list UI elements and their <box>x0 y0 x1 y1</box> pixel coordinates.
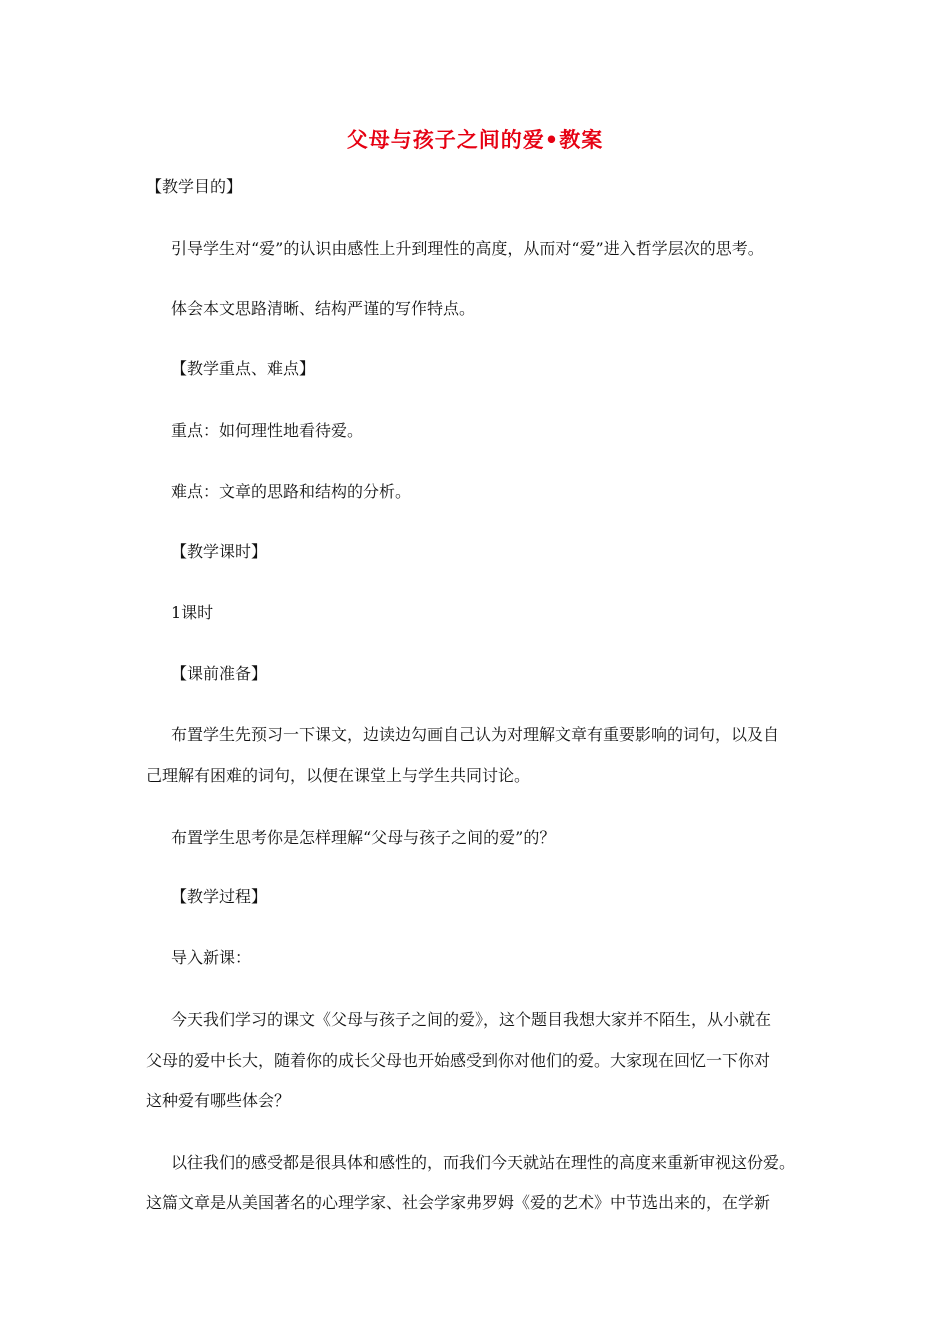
paragraph-line: 导入新课： <box>171 948 252 967</box>
section-heading-preparation: 【课前准备】 <box>171 664 268 683</box>
paragraph-line: 这篇文章是从美国著名的心理学家、社会学家弗罗姆《爱的艺术》中节选出来的，在学新 <box>146 1193 771 1212</box>
paragraph-line: 布置学生先预习一下课文，边读边勾画自己认为对理解文章有重要影响的词句，以及自 <box>171 725 780 744</box>
section-heading-hours: 【教学课时】 <box>171 542 268 561</box>
paragraph-line: 以往我们的感受都是很具体和感性的，而我们今天就站在理性的高度来重新审视这份爱。 <box>171 1153 796 1172</box>
paragraph-line: 体会本文思路清晰、结构严谨的写作特点。 <box>171 299 476 318</box>
paragraph-line: 布置学生思考你是怎样理解“父母与孩子之间的爱”的？ <box>171 828 556 847</box>
section-heading-process: 【教学过程】 <box>171 887 268 906</box>
paragraph-line: 己理解有困难的词句，以便在课堂上与学生共同讨论。 <box>146 766 531 785</box>
paragraph-line: 今天我们学习的课文《父母与孩子之间的爱》，这个题目我想大家并不陌生，从小就在 <box>171 1010 772 1029</box>
section-heading-objectives: 【教学目的】 <box>146 177 243 196</box>
paragraph-line: 引导学生对“爱”的认识由感性上升到理性的高度，从而对“爱”进入哲学层次的思考。 <box>171 239 764 258</box>
paragraph-line: 这种爱有哪些体会？ <box>146 1091 291 1110</box>
paragraph-line: 1课时 <box>171 603 214 622</box>
paragraph-line: 父母的爱中长大，随着你的成长父母也开始感受到你对他们的爱。大家现在回忆一下你对 <box>146 1051 771 1070</box>
section-heading-key-points: 【教学重点、难点】 <box>171 359 316 378</box>
paragraph-line: 难点：文章的思路和结构的分析。 <box>171 482 412 501</box>
document-title: 父母与孩子之间的爱•教案 <box>346 128 604 152</box>
paragraph-line: 重点：如何理性地看待爱。 <box>171 421 364 440</box>
